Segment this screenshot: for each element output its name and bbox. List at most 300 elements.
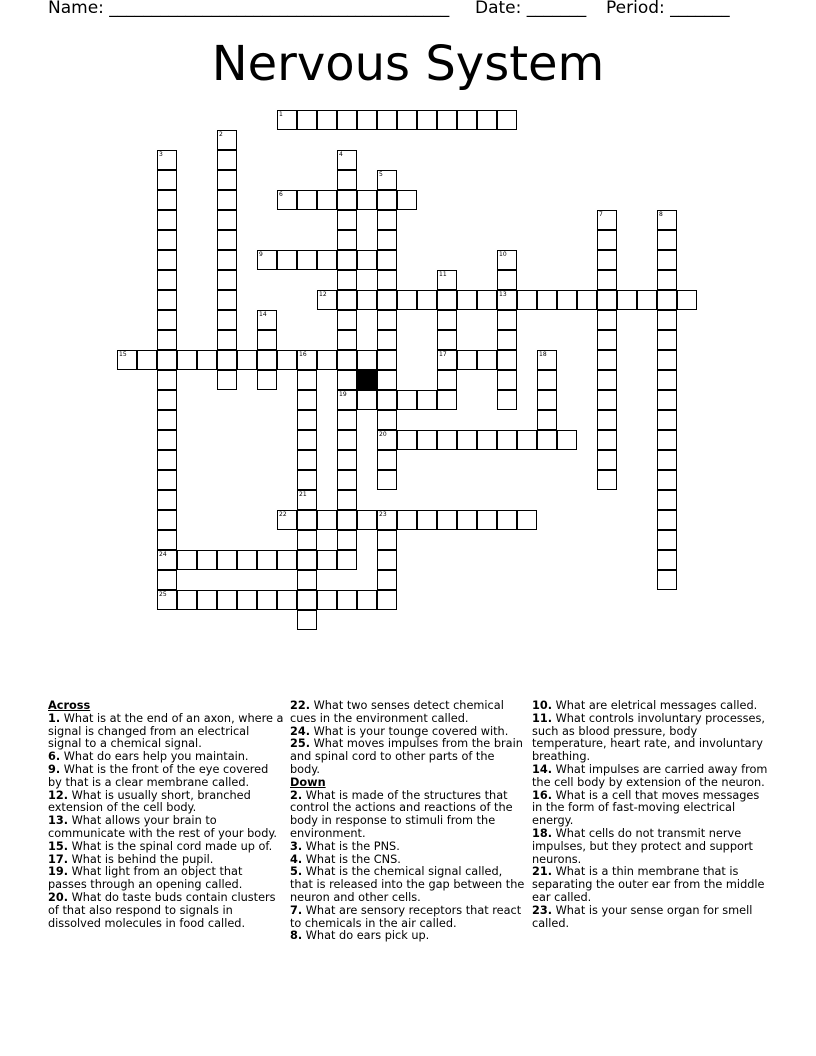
grid-cell[interactable] bbox=[157, 550, 177, 570]
clue-text: What do ears help you maintain. bbox=[60, 750, 249, 764]
grid-cell[interactable] bbox=[597, 290, 617, 310]
clue-text: What are sensory receptors that react to chemicals in the air called. bbox=[290, 903, 522, 930]
grid-cell[interactable] bbox=[557, 290, 577, 310]
grid-cell[interactable] bbox=[437, 390, 457, 410]
clue-number: 25 bbox=[159, 591, 167, 598]
grid-cell[interactable] bbox=[217, 270, 237, 290]
grid-cell[interactable] bbox=[297, 430, 317, 450]
clue-number-label: 19. bbox=[48, 865, 69, 879]
grid-cell[interactable] bbox=[157, 450, 177, 470]
clue-number-label: 9. bbox=[48, 762, 61, 776]
grid-cell[interactable] bbox=[437, 290, 457, 310]
grid-cell[interactable] bbox=[157, 350, 177, 370]
grid-cell[interactable] bbox=[337, 250, 357, 270]
grid-cell[interactable] bbox=[377, 250, 397, 270]
grid-cell[interactable] bbox=[597, 310, 617, 330]
grid-cell[interactable] bbox=[257, 310, 277, 330]
grid-cell[interactable] bbox=[317, 190, 337, 210]
clue-number-label: 22. bbox=[290, 699, 311, 712]
grid-cell[interactable] bbox=[217, 230, 237, 250]
grid-cell[interactable] bbox=[497, 390, 517, 410]
grid-cell[interactable] bbox=[657, 550, 677, 570]
grid-cell[interactable] bbox=[157, 510, 177, 530]
grid-cell[interactable] bbox=[337, 210, 357, 230]
clue-text: What do ears pick up. bbox=[302, 929, 430, 943]
grid-cell[interactable] bbox=[297, 450, 317, 470]
grid-cell[interactable] bbox=[657, 510, 677, 530]
clue-number-label: 15. bbox=[48, 839, 69, 853]
grid-cell[interactable] bbox=[257, 590, 277, 610]
clue-number-label: 11. bbox=[532, 711, 553, 725]
clue-number: 11 bbox=[439, 271, 447, 278]
grid-cell[interactable] bbox=[337, 590, 357, 610]
grid-cell[interactable] bbox=[237, 590, 257, 610]
grid-cell[interactable] bbox=[437, 110, 457, 130]
grid-cell[interactable] bbox=[337, 390, 357, 410]
clue-number: 3 bbox=[159, 151, 163, 158]
grid-cell[interactable] bbox=[197, 350, 217, 370]
grid-cell[interactable] bbox=[377, 470, 397, 490]
grid-cell[interactable] bbox=[217, 590, 237, 610]
grid-cell[interactable] bbox=[397, 430, 417, 450]
clue-item bbox=[290, 790, 526, 841]
grid-cell[interactable] bbox=[257, 330, 277, 350]
grid-cell[interactable] bbox=[497, 430, 517, 450]
grid-cell[interactable] bbox=[157, 390, 177, 410]
clue-number: 4 bbox=[339, 151, 343, 158]
clue-item bbox=[532, 828, 768, 866]
grid-cell[interactable] bbox=[517, 510, 537, 530]
grid-cell[interactable] bbox=[157, 590, 177, 610]
clue-number: 2 bbox=[219, 131, 223, 138]
grid-cell[interactable] bbox=[437, 350, 457, 370]
grid-cell[interactable] bbox=[357, 190, 377, 210]
grid-cell[interactable] bbox=[157, 310, 177, 330]
grid-cell[interactable] bbox=[337, 190, 357, 210]
grid-cell[interactable] bbox=[257, 350, 277, 370]
grid-cell[interactable] bbox=[537, 430, 557, 450]
grid-cell[interactable] bbox=[397, 110, 417, 130]
grid-cell[interactable] bbox=[457, 290, 477, 310]
clue-item bbox=[532, 866, 768, 904]
clue-number: 23 bbox=[379, 511, 387, 518]
grid-cell[interactable] bbox=[477, 290, 497, 310]
grid-cell[interactable] bbox=[237, 550, 257, 570]
grid-cell[interactable] bbox=[457, 110, 477, 130]
clue-text: What is your tounge covered with. bbox=[310, 724, 509, 738]
blocked-cell bbox=[357, 370, 377, 390]
grid-cell[interactable] bbox=[657, 530, 677, 550]
name-field[interactable]: Name: ________________________________________ bbox=[48, 0, 450, 18]
clue-text: What light from an object that passes through an opening called. bbox=[48, 865, 243, 892]
grid-cell[interactable] bbox=[457, 510, 477, 530]
grid-cell[interactable] bbox=[377, 450, 397, 470]
grid-cell[interactable] bbox=[337, 110, 357, 130]
grid-cell[interactable] bbox=[417, 390, 437, 410]
grid-cell[interactable] bbox=[357, 290, 377, 310]
grid-cell[interactable] bbox=[417, 510, 437, 530]
clue-number-label: 18. bbox=[532, 826, 553, 840]
grid-cell[interactable] bbox=[297, 110, 317, 130]
grid-cell[interactable] bbox=[457, 430, 477, 450]
grid-cell[interactable] bbox=[157, 290, 177, 310]
down-clue-list bbox=[290, 790, 526, 944]
across-clue-list bbox=[48, 713, 284, 931]
grid-cell[interactable] bbox=[597, 330, 617, 350]
grid-cell[interactable] bbox=[377, 290, 397, 310]
clue-number: 15 bbox=[119, 351, 127, 358]
grid-cell[interactable] bbox=[317, 510, 337, 530]
grid-cell[interactable] bbox=[197, 590, 217, 610]
grid-cell[interactable] bbox=[397, 510, 417, 530]
grid-cell[interactable] bbox=[537, 290, 557, 310]
grid-cell[interactable] bbox=[217, 150, 237, 170]
grid-cell[interactable] bbox=[337, 290, 357, 310]
grid-cell[interactable] bbox=[277, 190, 297, 210]
grid-cell[interactable] bbox=[297, 410, 317, 430]
grid-cell[interactable] bbox=[297, 550, 317, 570]
clue-item bbox=[290, 738, 526, 776]
grid-cell[interactable] bbox=[237, 350, 257, 370]
grid-cell[interactable] bbox=[357, 110, 377, 130]
clue-number: 1 bbox=[279, 111, 283, 118]
grid-cell[interactable] bbox=[277, 110, 297, 130]
clues-column-2 bbox=[290, 700, 526, 943]
grid-cell[interactable] bbox=[537, 350, 557, 370]
grid-cell[interactable] bbox=[577, 290, 597, 310]
grid-cell[interactable] bbox=[157, 330, 177, 350]
grid-cell[interactable] bbox=[557, 430, 577, 450]
clue-number: 12 bbox=[319, 291, 327, 298]
grid-cell[interactable] bbox=[377, 590, 397, 610]
grid-cell[interactable] bbox=[657, 430, 677, 450]
grid-cell[interactable] bbox=[297, 490, 317, 510]
grid-cell[interactable] bbox=[317, 110, 337, 130]
grid-cell[interactable] bbox=[157, 370, 177, 390]
grid-cell[interactable] bbox=[297, 250, 317, 270]
grid-cell[interactable] bbox=[377, 270, 397, 290]
grid-cell[interactable] bbox=[657, 570, 677, 590]
grid-cell[interactable] bbox=[217, 170, 237, 190]
grid-cell[interactable] bbox=[317, 350, 337, 370]
grid-cell[interactable] bbox=[597, 210, 617, 230]
clue-number-label: 10. bbox=[532, 699, 553, 712]
grid-cell[interactable] bbox=[337, 430, 357, 450]
grid-cell[interactable] bbox=[417, 290, 437, 310]
grid-cell[interactable] bbox=[657, 250, 677, 270]
grid-cell[interactable] bbox=[157, 210, 177, 230]
grid-cell[interactable] bbox=[597, 410, 617, 430]
grid-cell[interactable] bbox=[297, 510, 317, 530]
grid-cell[interactable] bbox=[277, 510, 297, 530]
grid-cell[interactable] bbox=[657, 350, 677, 370]
grid-cell[interactable] bbox=[477, 430, 497, 450]
grid-cell[interactable] bbox=[397, 190, 417, 210]
grid-cell[interactable] bbox=[297, 370, 317, 390]
clue-text: What two senses detect chemical cues in the environment called. bbox=[290, 699, 504, 725]
clue-number: 18 bbox=[539, 351, 547, 358]
grid-cell[interactable] bbox=[217, 250, 237, 270]
clue-number-label: 24. bbox=[290, 724, 311, 738]
grid-cell[interactable] bbox=[377, 550, 397, 570]
grid-cell[interactable] bbox=[337, 170, 357, 190]
page-title: Nervous System bbox=[211, 36, 605, 92]
down-heading: Down bbox=[290, 775, 326, 789]
grid-cell[interactable] bbox=[137, 350, 157, 370]
grid-cell[interactable] bbox=[377, 170, 397, 190]
grid-cell[interactable] bbox=[197, 550, 217, 570]
across-heading: Across bbox=[48, 699, 91, 712]
grid-cell[interactable] bbox=[657, 290, 677, 310]
grid-cell[interactable] bbox=[437, 330, 457, 350]
grid-cell[interactable] bbox=[617, 290, 637, 310]
grid-cell[interactable] bbox=[217, 550, 237, 570]
grid-cell[interactable] bbox=[377, 350, 397, 370]
grid-cell[interactable] bbox=[377, 370, 397, 390]
clue-text: What is a thin membrane that is separating the outer ear from the middle ear called. bbox=[532, 865, 765, 904]
clue-text: What is your sense organ for smell called. bbox=[532, 903, 753, 930]
grid-cell[interactable] bbox=[517, 430, 537, 450]
grid-cell[interactable] bbox=[497, 290, 517, 310]
grid-cell[interactable] bbox=[297, 190, 317, 210]
grid-cell[interactable] bbox=[357, 250, 377, 270]
grid-cell[interactable] bbox=[177, 590, 197, 610]
grid-cell[interactable] bbox=[337, 530, 357, 550]
grid-cell[interactable] bbox=[437, 510, 457, 530]
grid-cell[interactable] bbox=[357, 510, 377, 530]
grid-cell[interactable] bbox=[597, 350, 617, 370]
grid-cell[interactable] bbox=[477, 510, 497, 530]
grid-cell[interactable] bbox=[217, 290, 237, 310]
grid-cell[interactable] bbox=[397, 390, 417, 410]
grid-cell[interactable] bbox=[377, 410, 397, 430]
clue-text: What is made of the structures that control the actions and reactions of the body in response to stimuli from the environment. bbox=[290, 788, 513, 840]
grid-cell[interactable] bbox=[217, 190, 237, 210]
grid-cell[interactable] bbox=[497, 510, 517, 530]
grid-cell[interactable] bbox=[297, 570, 317, 590]
clue-number-label: 12. bbox=[48, 788, 69, 802]
grid-cell[interactable] bbox=[257, 550, 277, 570]
grid-cell[interactable] bbox=[157, 470, 177, 490]
grid-cell[interactable] bbox=[377, 430, 397, 450]
clue-text: What controls involuntary processes, such as blood pressure, body temperature, heart rate, and involuntary breathing. bbox=[532, 711, 765, 764]
grid-cell[interactable] bbox=[497, 270, 517, 290]
clue-number-label: 23. bbox=[532, 903, 553, 917]
clue-number-label: 5. bbox=[290, 865, 303, 879]
grid-cell[interactable] bbox=[397, 290, 417, 310]
grid-cell[interactable] bbox=[297, 530, 317, 550]
grid-cell[interactable] bbox=[337, 510, 357, 530]
grid-cell[interactable] bbox=[257, 250, 277, 270]
grid-cell[interactable] bbox=[337, 450, 357, 470]
grid-cell[interactable] bbox=[377, 230, 397, 250]
grid-cell[interactable] bbox=[497, 370, 517, 390]
clue-text: What is behind the pupil. bbox=[68, 852, 214, 866]
clue-text: What is usually short, branched extension of the cell body. bbox=[48, 788, 251, 815]
grid-cell[interactable] bbox=[217, 330, 237, 350]
grid-cell[interactable] bbox=[417, 430, 437, 450]
clue-text: What is the CNS. bbox=[302, 852, 401, 866]
grid-cell[interactable] bbox=[517, 290, 537, 310]
grid-cell[interactable] bbox=[277, 250, 297, 270]
clue-item bbox=[532, 790, 768, 828]
grid-cell[interactable] bbox=[377, 330, 397, 350]
grid-cell[interactable] bbox=[337, 150, 357, 170]
grid-cell[interactable] bbox=[337, 490, 357, 510]
clue-number-label: 16. bbox=[532, 788, 553, 802]
grid-cell[interactable] bbox=[657, 410, 677, 430]
grid-cell[interactable] bbox=[357, 590, 377, 610]
grid-cell[interactable] bbox=[537, 390, 557, 410]
grid-cell[interactable] bbox=[597, 270, 617, 290]
grid-cell[interactable] bbox=[537, 410, 557, 430]
grid-cell[interactable] bbox=[377, 530, 397, 550]
grid-cell[interactable] bbox=[257, 370, 277, 390]
grid-cell[interactable] bbox=[337, 310, 357, 330]
clue-number: 13 bbox=[499, 291, 507, 298]
grid-cell[interactable] bbox=[497, 330, 517, 350]
grid-cell[interactable] bbox=[157, 270, 177, 290]
grid-cell[interactable] bbox=[657, 390, 677, 410]
grid-cell[interactable] bbox=[657, 450, 677, 470]
grid-cell[interactable] bbox=[337, 410, 357, 430]
grid-cell[interactable] bbox=[377, 510, 397, 530]
grid-cell[interactable] bbox=[217, 370, 237, 390]
grid-cell[interactable] bbox=[597, 390, 617, 410]
grid-cell[interactable] bbox=[537, 370, 557, 390]
grid-cell[interactable] bbox=[497, 310, 517, 330]
grid-cell[interactable] bbox=[217, 350, 237, 370]
grid-cell[interactable] bbox=[297, 610, 317, 630]
grid-cell[interactable] bbox=[157, 410, 177, 430]
clue-number: 14 bbox=[259, 311, 267, 318]
date-field[interactable]: Date: _______ bbox=[475, 0, 587, 18]
grid-cell[interactable] bbox=[337, 350, 357, 370]
grid-cell[interactable] bbox=[177, 350, 197, 370]
grid-cell[interactable] bbox=[657, 310, 677, 330]
down-clue-list-continued bbox=[532, 700, 768, 930]
grid-cell[interactable] bbox=[217, 130, 237, 150]
clue-number: 24 bbox=[159, 551, 167, 558]
clue-number-label: 6. bbox=[48, 750, 61, 764]
period-field[interactable]: Period: _______ bbox=[606, 0, 730, 18]
grid-cell[interactable] bbox=[437, 310, 457, 330]
grid-cell[interactable] bbox=[157, 170, 177, 190]
grid-cell[interactable] bbox=[157, 430, 177, 450]
grid-cell[interactable] bbox=[677, 290, 697, 310]
grid-cell[interactable] bbox=[357, 390, 377, 410]
grid-cell[interactable] bbox=[497, 110, 517, 130]
grid-cell[interactable] bbox=[297, 590, 317, 610]
grid-cell[interactable] bbox=[597, 250, 617, 270]
grid-cell[interactable] bbox=[277, 590, 297, 610]
grid-cell[interactable] bbox=[157, 190, 177, 210]
grid-cell[interactable] bbox=[597, 430, 617, 450]
grid-cell[interactable] bbox=[217, 310, 237, 330]
grid-cell[interactable] bbox=[337, 230, 357, 250]
clue-text: What is the front of the eye covered by that is a clear membrane called. bbox=[48, 762, 269, 789]
grid-cell[interactable] bbox=[457, 350, 477, 370]
clue-item bbox=[532, 905, 768, 931]
grid-cell[interactable] bbox=[657, 370, 677, 390]
clue-number: 7 bbox=[599, 211, 603, 218]
grid-cell[interactable] bbox=[377, 210, 397, 230]
grid-cell[interactable] bbox=[497, 250, 517, 270]
grid-cell[interactable] bbox=[277, 550, 297, 570]
grid-cell[interactable] bbox=[437, 430, 457, 450]
grid-cell[interactable] bbox=[657, 330, 677, 350]
grid-cell[interactable] bbox=[217, 210, 237, 230]
grid-cell[interactable] bbox=[317, 550, 337, 570]
clue-number: 19 bbox=[339, 391, 347, 398]
clue-number: 8 bbox=[659, 211, 663, 218]
grid-cell[interactable] bbox=[437, 270, 457, 290]
grid-cell[interactable] bbox=[657, 470, 677, 490]
clue-text: What is the PNS. bbox=[302, 839, 400, 853]
grid-cell[interactable] bbox=[597, 450, 617, 470]
grid-cell[interactable] bbox=[437, 370, 457, 390]
grid-cell[interactable] bbox=[657, 270, 677, 290]
grid-cell[interactable] bbox=[277, 350, 297, 370]
grid-cell[interactable] bbox=[377, 310, 397, 330]
grid-cell[interactable] bbox=[297, 390, 317, 410]
clue-item bbox=[532, 713, 768, 764]
grid-cell[interactable] bbox=[157, 490, 177, 510]
grid-cell[interactable] bbox=[297, 350, 317, 370]
grid-cell[interactable] bbox=[377, 390, 397, 410]
grid-cell[interactable] bbox=[157, 150, 177, 170]
grid-cell[interactable] bbox=[317, 590, 337, 610]
grid-cell[interactable] bbox=[657, 210, 677, 230]
grid-cell[interactable] bbox=[597, 370, 617, 390]
grid-cell[interactable] bbox=[157, 250, 177, 270]
grid-cell[interactable] bbox=[337, 470, 357, 490]
grid-cell[interactable] bbox=[317, 250, 337, 270]
grid-cell[interactable] bbox=[117, 350, 137, 370]
grid-cell[interactable] bbox=[337, 370, 357, 390]
clue-number: 16 bbox=[299, 351, 307, 358]
grid-cell[interactable] bbox=[497, 350, 517, 370]
grid-cell[interactable] bbox=[597, 230, 617, 250]
grid-cell[interactable] bbox=[357, 350, 377, 370]
grid-cell[interactable] bbox=[477, 350, 497, 370]
grid-cell[interactable] bbox=[597, 470, 617, 490]
grid-cell[interactable] bbox=[317, 290, 337, 310]
grid-cell[interactable] bbox=[637, 290, 657, 310]
grid-cell[interactable] bbox=[297, 470, 317, 490]
clue-text: What is the spinal cord made up of. bbox=[68, 839, 273, 853]
grid-cell[interactable] bbox=[657, 490, 677, 510]
grid-cell[interactable] bbox=[377, 190, 397, 210]
grid-cell[interactable] bbox=[337, 330, 357, 350]
clue-item bbox=[48, 892, 284, 930]
grid-cell[interactable] bbox=[177, 550, 197, 570]
grid-cell[interactable] bbox=[477, 110, 497, 130]
clue-item bbox=[48, 790, 284, 816]
grid-cell[interactable] bbox=[657, 230, 677, 250]
clue-text: What moves impulses from the brain and spinal cord to other parts of the body. bbox=[290, 737, 523, 776]
grid-cell[interactable] bbox=[417, 110, 437, 130]
clue-item bbox=[290, 930, 526, 943]
clue-text: What cells do not transmit nerve impulses, but they protect and support neurons. bbox=[532, 826, 753, 866]
grid-cell[interactable] bbox=[157, 570, 177, 590]
grid-cell[interactable] bbox=[377, 570, 397, 590]
grid-cell[interactable] bbox=[157, 530, 177, 550]
grid-cell[interactable] bbox=[377, 110, 397, 130]
grid-cell[interactable] bbox=[337, 270, 357, 290]
grid-cell[interactable] bbox=[157, 230, 177, 250]
grid-cell[interactable] bbox=[337, 550, 357, 570]
